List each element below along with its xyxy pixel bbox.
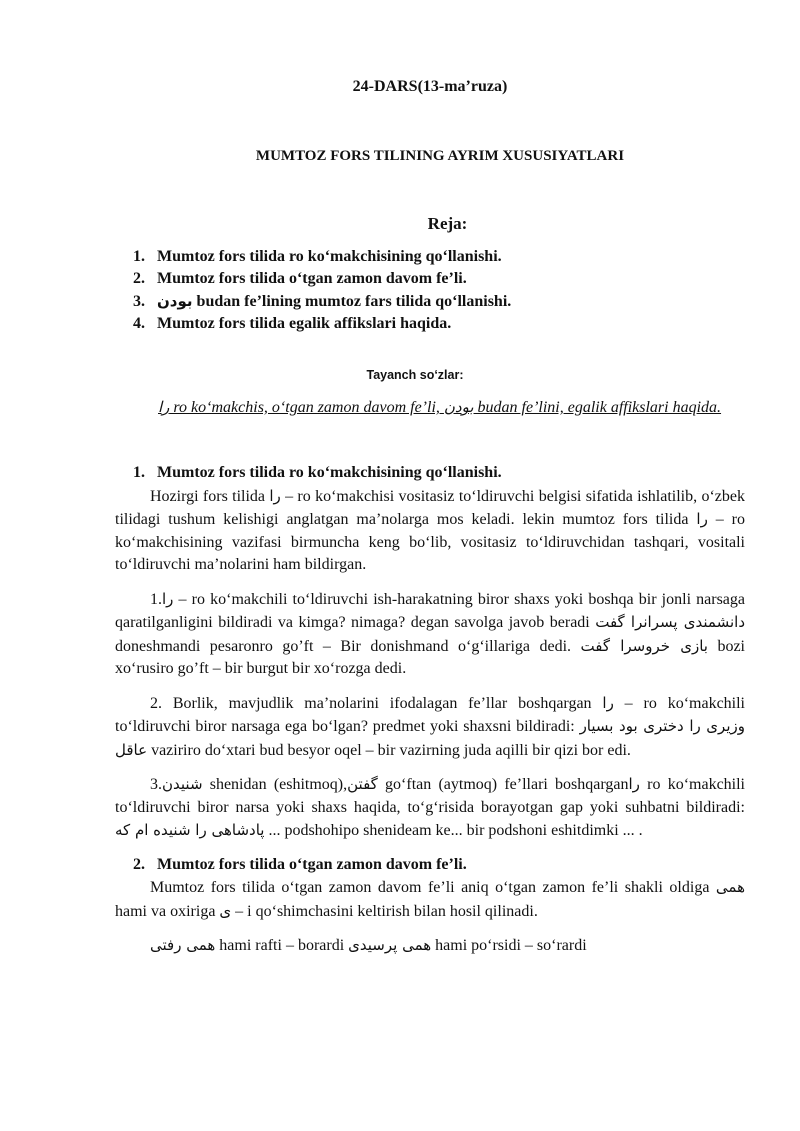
- plan-item: 4. Mumtoz fors tilida egalik affikslari haqida.: [133, 315, 452, 332]
- paragraph: Hozirgi fors tilida را – ro ko‘makchisi vositasiz to‘ldiruvchi belgisi sifatida ishlatilib, o‘zbek tilidagi tushum kelishigi anglatgan ma’nolarga mos keladi. lekin mumtoz fors tilida را – ro ko‘makchisining vazifasi birmuncha keng bo‘lib, vositasiz to‘ldiruvchidan tashqari, vositali to‘ldiruvchi ma’nolarini ham bildirgan.: [115, 486, 745, 573]
- section-heading: 1. Mumtoz fors tilida ro ko‘makchisining qo‘llanishi.: [133, 464, 502, 481]
- lesson-title: 24-DARS(13-ma’ruza): [352, 78, 508, 95]
- plan-item: 1. Mumtoz fors tilida ro ko‘makchisining qo‘llanishi.: [133, 248, 502, 265]
- paragraph: 3.شنیدن shenidan (eshitmoq),گفتن go‘ftan (aytmoq) fe’llari boshqarganرا ro ko‘makchili to‘ldiruvchi biror narsa yoki shaxs haqida, to‘g‘risida borayotgan gap yoki suhbatni bildiradi: پادشاهی را شنیده ام که ... podshohipo shenideam ke... bir podshoni eshitdimki ... .: [115, 775, 745, 839]
- paragraph: Mumtoz fors tilida o‘tgan zamon davom fe’li aniq o‘tgan zamon fe’li shakli oldiga همی hami va oxiriga ی – i qo‘shimchasini keltirish bilan hosil qilinadi.: [115, 878, 745, 920]
- paragraph: 1.را – ro ko‘makchili to‘ldiruvchi ish-harakatning biror shaxs yoki boshqa bir jonli narsaga qaratilganligini bildiradi va kimga? nimaga? degan savolga javob beradi دانشمندی پسرانرا گفت doneshmandi pesaronro go’ft – Bir donishmand o‘g‘illariga dedi. بازی خروسرا گفت bozi xo‘rusiro go’ft – bir burgut bir xo‘rozga dedi.: [115, 589, 746, 677]
- section-1: [115, 462, 745, 958]
- section-heading: 2. Mumtoz fors tilida o‘tgan zamon davom fe’li.: [133, 855, 467, 873]
- paragraph: 2. Borlik, mavjudlik ma’nolarini ifodalagan fe’llar boshqargan را – ro ko‘makchili to‘ldiruvchi biror narsaga ega bo‘lgan? predmet yoki shaxsni bildiradi: وزیری را دختری بود بسیار عاقل vaziriro do‘xtari bud besyor oqel – bir vazirning juda aqilli bir qizi bor edi.: [115, 693, 746, 759]
- main-title: MUMTOZ FORS TILINING AYRIM XUSUSIYATLARI: [255, 148, 625, 164]
- plan-item: 3. بودن budan fe’lining mumtoz fars tilida qo‘llanishi.: [133, 292, 512, 310]
- paragraph: همی رفتی hami rafti – borardi همی پرسیدی hami po‘rsidi – so‘rardi: [150, 936, 587, 954]
- plan-heading: Reja:: [427, 214, 468, 233]
- keywords-heading: Tayanch so‘zlar:: [366, 368, 464, 382]
- plan-list: [133, 246, 753, 335]
- keywords-text: را ro ko‘makchis, o‘tgan zamon davom fe’li, بودن budan fe’lini, egalik affikslari haqida.: [158, 398, 722, 416]
- plan-item: 2. Mumtoz fors tilida o‘tgan zamon davom fe’li.: [133, 270, 467, 287]
